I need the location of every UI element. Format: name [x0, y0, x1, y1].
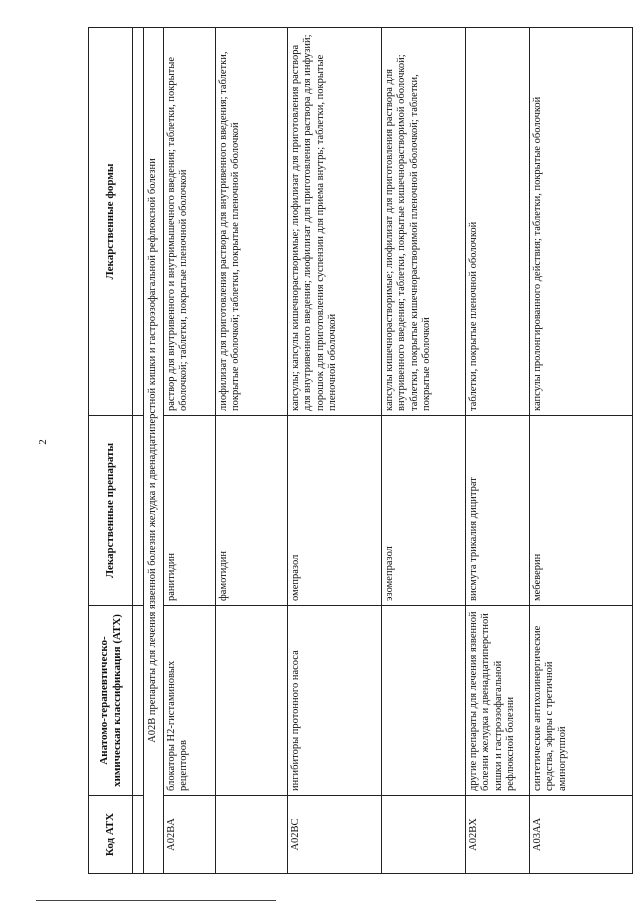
cell-drug: омепразол — [288, 416, 382, 606]
table-header-row — [89, 28, 133, 874]
header-atc: Анатомо-терапевтическо-химическая классификация (АТХ) — [89, 606, 133, 796]
page-number: 2 — [36, 439, 49, 445]
cell-atc: блокаторы H2-гистаминовых рецепторов — [164, 606, 216, 796]
gap-cell — [133, 606, 144, 796]
cell-forms: капсулы кишечнорастворимые; лиофилизат для приготовления раствора для внутривенного введения; таблетки, покрытые кишечнорастворимой оболочкой; таблетки, покрытые кишечнорастворимой пленочной оболочкой; таблетки, покрытые оболочкой — [382, 28, 466, 416]
cell-forms: раствор для внутривенного и внутримышечного введения; таблетки, покрытые оболочкой; таблетки, покрытые пленочной оболочкой — [164, 28, 216, 416]
gap-cell — [133, 416, 144, 606]
table-row — [530, 28, 633, 874]
cell-forms: капсулы пролонгированного действия; таблетки, покрытые оболочкой — [530, 28, 633, 416]
cell-atc — [382, 606, 466, 796]
cell-drug: висмута трикалия дицитрат — [466, 416, 530, 606]
cell-code: A02BX — [466, 796, 530, 874]
table-gap-row — [133, 28, 144, 874]
cell-atc: синтетические антихолинергические средства, эфиры с третичной аминогруппой — [530, 606, 633, 796]
cell-code: A02BC — [288, 796, 382, 874]
cell-atc: ингибиторы протонного насоса — [288, 606, 382, 796]
cell-code: A02BA — [164, 796, 216, 874]
table-row — [216, 28, 288, 874]
cell-code — [382, 796, 466, 874]
cell-atc — [216, 606, 288, 796]
document-table-container — [88, 28, 633, 874]
footnote-rule — [36, 900, 276, 901]
cell-drug: эзомепразол — [382, 416, 466, 606]
header-drugs: Лекарственные препараты — [89, 416, 133, 606]
cell-drug: мебеверин — [530, 416, 633, 606]
section-label: A02B препараты для лечения язвенной болезни желудка и двенадцатиперстной кишки и гастроэзофагальной рефлюксной болезни — [144, 28, 164, 874]
cell-forms: капсулы; капсулы кишечнорастворимые; лиофилизат для приготовления раствора для внутривенного введения; лиофилизат для приготовления раствора для инфузий; порошок для приготовления суспензии для приема внутрь; таблетки, покрытые пленочной оболочкой — [288, 28, 382, 416]
gap-cell — [133, 28, 144, 416]
cell-atc: другие препараты для лечения язвенной болезни желудка и двенадцатиперстной кишки и гастроэзофагальной рефлюксной болезни — [466, 606, 530, 796]
cell-drug: фамотидин — [216, 416, 288, 606]
header-forms: Лекарственные формы — [89, 28, 133, 416]
table-row — [382, 28, 466, 874]
section-row — [144, 28, 164, 874]
gap-cell — [133, 796, 144, 874]
cell-code — [216, 796, 288, 874]
cell-forms: таблетки, покрытые пленочной оболочкой — [466, 28, 530, 416]
table-row — [164, 28, 216, 874]
cell-forms: лиофилизат для приготовления раствора для внутривенного введения; таблетки, покрытые оболочкой; таблетки, покрытые пленочной оболочкой — [216, 28, 288, 416]
table-row — [288, 28, 382, 874]
header-code: Код АТХ — [89, 796, 133, 874]
cell-code: A03AA — [530, 796, 633, 874]
drug-classification-table — [88, 27, 633, 874]
rotated-table-frame — [88, 28, 633, 874]
table-row — [466, 28, 530, 874]
cell-drug: ранитидин — [164, 416, 216, 606]
